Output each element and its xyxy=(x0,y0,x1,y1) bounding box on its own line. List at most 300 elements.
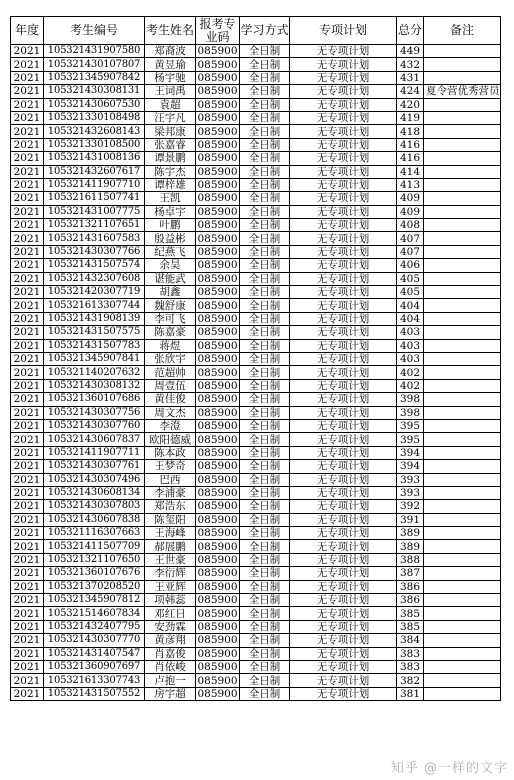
cell-major-code: 085900 xyxy=(197,272,238,285)
cell-year: 2021 xyxy=(11,527,44,540)
cell-name: 房宇超 xyxy=(145,687,196,700)
cell-study-mode: 全日制 xyxy=(240,446,290,459)
cell-candidate-id: 105321430307766 xyxy=(44,245,145,258)
cell-year: 2021 xyxy=(11,540,44,553)
cell-name: 胡鑫 xyxy=(145,286,196,299)
cell-special-plan: 无专项计划 xyxy=(290,352,397,365)
cell-major-code: 085900 xyxy=(197,460,238,473)
table-row xyxy=(11,339,501,352)
table-row xyxy=(11,553,501,566)
cell-candidate-id: 105321360107676 xyxy=(44,567,145,580)
cell-major-code: 085900 xyxy=(197,473,238,486)
cell-total-score: 405 xyxy=(397,286,424,299)
cell-year: 2021 xyxy=(11,366,44,379)
cell-year: 2021 xyxy=(11,232,44,245)
cell-year: 2021 xyxy=(11,192,44,205)
cell-name: 邓红日 xyxy=(145,607,196,620)
cell-total-score: 395 xyxy=(397,433,424,446)
table-row xyxy=(11,98,501,111)
cell-major-code: 085900 xyxy=(197,326,238,339)
table-row xyxy=(11,607,501,620)
cell-remarks xyxy=(424,567,501,580)
table-row xyxy=(11,687,501,700)
cell-study-mode: 全日制 xyxy=(240,580,290,593)
cell-name: 汪宇凡 xyxy=(145,111,196,124)
cell-special-plan: 无专项计划 xyxy=(290,393,397,406)
cell-remarks xyxy=(424,299,501,312)
cell-name: 郑浩东 xyxy=(145,500,196,513)
cell-study-mode: 全日制 xyxy=(240,594,290,607)
cell-study-mode: 全日制 xyxy=(240,352,290,365)
cell-special-plan: 无专项计划 xyxy=(290,232,397,245)
cell-name: 魏舒康 xyxy=(145,299,196,312)
cell-major-code: 085900 xyxy=(197,406,238,419)
cell-major-code: 085900 xyxy=(197,192,238,205)
cell-candidate-id: 105321360107686 xyxy=(44,393,145,406)
cell-year: 2021 xyxy=(11,406,44,419)
cell-study-mode: 全日制 xyxy=(240,647,290,660)
cell-candidate-id: 105321370208520 xyxy=(44,580,145,593)
cell-special-plan: 无专项计划 xyxy=(290,500,397,513)
cell-total-score: 383 xyxy=(397,647,424,660)
table-row xyxy=(11,594,501,607)
table-row xyxy=(11,58,501,71)
cell-candidate-id: 105321432407795 xyxy=(44,620,145,633)
table-row xyxy=(11,71,501,84)
cell-special-plan: 无专项计划 xyxy=(290,486,397,499)
cell-remarks xyxy=(424,232,501,245)
cell-candidate-id: 105321431907580 xyxy=(44,45,145,58)
cell-major-code: 085900 xyxy=(197,286,238,299)
cell-name: 肖嘉俊 xyxy=(145,647,196,660)
table-row xyxy=(11,299,501,312)
cell-candidate-id: 105321431008136 xyxy=(44,152,145,165)
cell-candidate-id: 105321330108500 xyxy=(44,138,145,151)
cell-candidate-id: 105321411507709 xyxy=(44,540,145,553)
cell-study-mode: 全日制 xyxy=(240,687,290,700)
cell-remarks xyxy=(424,165,501,178)
cell-name: 肖依峻 xyxy=(145,660,196,673)
table-row xyxy=(11,111,501,124)
table-row xyxy=(11,326,501,339)
cell-major-code: 085900 xyxy=(197,620,238,633)
cell-candidate-id: 105321345907842 xyxy=(44,71,145,84)
cell-total-score: 407 xyxy=(397,232,424,245)
cell-study-mode: 全日制 xyxy=(240,205,290,218)
cell-study-mode: 全日制 xyxy=(240,152,290,165)
cell-special-plan: 无专项计划 xyxy=(290,540,397,553)
table-row xyxy=(11,433,501,446)
cell-major-code: 085900 xyxy=(197,527,238,540)
table-row xyxy=(11,232,501,245)
table-row xyxy=(11,192,501,205)
cell-name: 余昊 xyxy=(145,259,196,272)
cell-remarks xyxy=(424,245,501,258)
cell-remarks xyxy=(424,111,501,124)
table-row xyxy=(11,660,501,673)
cell-major-code: 085900 xyxy=(197,634,238,647)
cell-special-plan: 无专项计划 xyxy=(290,205,397,218)
cell-name: 张欣宇 xyxy=(145,352,196,365)
cell-candidate-id: 105321140207632 xyxy=(44,366,145,379)
cell-remarks xyxy=(424,527,501,540)
cell-name: 安劲霖 xyxy=(145,620,196,633)
cell-special-plan: 无专项计划 xyxy=(290,513,397,526)
cell-major-code: 085900 xyxy=(197,112,238,125)
cell-year: 2021 xyxy=(11,58,44,71)
cell-remarks xyxy=(424,125,501,138)
cell-special-plan: 无专项计划 xyxy=(290,58,397,71)
cell-special-plan: 无专项计划 xyxy=(290,607,397,620)
cell-year: 2021 xyxy=(11,85,44,98)
cell-special-plan: 无专项计划 xyxy=(290,272,397,285)
cell-name: 王凯 xyxy=(145,192,196,205)
cell-name: 纪燕飞 xyxy=(145,245,196,258)
cell-study-mode: 全日制 xyxy=(240,219,290,232)
cell-total-score: 403 xyxy=(397,352,424,365)
cell-major-code: 085900 xyxy=(197,71,238,84)
cell-candidate-id: 105321430607837 xyxy=(44,433,145,446)
cell-total-score: 402 xyxy=(397,366,424,379)
cell-special-plan: 无专项计划 xyxy=(290,286,397,299)
cell-study-mode: 全日制 xyxy=(240,634,290,647)
cell-candidate-id: 105321432607617 xyxy=(44,165,145,178)
cell-remarks xyxy=(424,219,501,232)
cell-major-code: 085900 xyxy=(197,179,238,192)
cell-study-mode: 全日制 xyxy=(240,165,290,178)
cell-name: 郑裔波 xyxy=(145,45,196,58)
cell-remarks xyxy=(424,540,501,553)
cell-total-score: 393 xyxy=(397,473,424,486)
cell-major-code: 085900 xyxy=(197,366,238,379)
cell-major-code: 085900 xyxy=(197,246,238,259)
cell-total-score: 394 xyxy=(397,446,424,459)
table-row xyxy=(11,379,501,392)
table-row xyxy=(11,165,501,178)
cell-name: 袁超 xyxy=(145,98,196,111)
table-row xyxy=(11,634,501,647)
table-body xyxy=(11,45,501,701)
cell-name: 黄佳俊 xyxy=(145,393,196,406)
cell-candidate-id: 105321360907697 xyxy=(44,660,145,673)
cell-remarks xyxy=(424,634,501,647)
cell-name: 黄昱瑜 xyxy=(145,58,196,71)
cell-year: 2021 xyxy=(11,152,44,165)
table-row xyxy=(11,513,501,526)
cell-study-mode: 全日制 xyxy=(240,85,290,98)
cell-total-score: 404 xyxy=(397,299,424,312)
cell-study-mode: 全日制 xyxy=(240,71,290,84)
table-row xyxy=(11,178,501,191)
cell-total-score: 449 xyxy=(397,45,424,58)
cell-name: 谭景鹏 xyxy=(145,152,196,165)
cell-remarks xyxy=(424,259,501,272)
cell-special-plan: 无专项计划 xyxy=(290,379,397,392)
cell-study-mode: 全日制 xyxy=(240,660,290,673)
cell-name: 陈宇杰 xyxy=(145,165,196,178)
cell-major-code: 085900 xyxy=(197,487,238,500)
table-row xyxy=(11,647,501,660)
table-header xyxy=(11,17,501,45)
table-row xyxy=(11,486,501,499)
cell-remarks xyxy=(424,460,501,473)
cell-study-mode: 全日制 xyxy=(240,540,290,553)
cell-major-code: 085900 xyxy=(197,540,238,553)
cell-candidate-id: 105321430307761 xyxy=(44,460,145,473)
cell-remarks xyxy=(424,446,501,459)
cell-study-mode: 全日制 xyxy=(240,111,290,124)
cell-year: 2021 xyxy=(11,460,44,473)
cell-name: 陈嘉豪 xyxy=(145,326,196,339)
cell-major-code: 085900 xyxy=(197,687,238,700)
cell-candidate-id: 105321431507783 xyxy=(44,339,145,352)
cell-candidate-id: 105321430308131 xyxy=(44,85,145,98)
cell-study-mode: 全日制 xyxy=(240,125,290,138)
cell-remarks xyxy=(424,419,501,432)
cell-name: 郝展鹏 xyxy=(145,540,196,553)
table-row xyxy=(11,205,501,218)
cell-year: 2021 xyxy=(11,594,44,607)
cell-candidate-id: 105321430307496 xyxy=(44,473,145,486)
cell-year: 2021 xyxy=(11,513,44,526)
cell-year: 2021 xyxy=(11,259,44,272)
cell-study-mode: 全日制 xyxy=(240,259,290,272)
header-candidate-id: 考生编号 xyxy=(44,17,145,45)
cell-total-score: 382 xyxy=(397,674,424,687)
cell-candidate-id: 105321430307770 xyxy=(44,634,145,647)
cell-name: 梁邦康 xyxy=(145,125,196,138)
cell-special-plan: 无专项计划 xyxy=(290,406,397,419)
cell-total-score: 391 xyxy=(397,513,424,526)
cell-year: 2021 xyxy=(11,607,44,620)
cell-name: 殷益彬 xyxy=(145,232,196,245)
cell-year: 2021 xyxy=(11,299,44,312)
cell-study-mode: 全日制 xyxy=(240,393,290,406)
cell-total-score: 386 xyxy=(397,594,424,607)
cell-study-mode: 全日制 xyxy=(240,58,290,71)
cell-name: 黄彦翔 xyxy=(145,634,196,647)
cell-major-code: 085900 xyxy=(197,85,238,98)
table-row xyxy=(11,540,501,553)
cell-remarks xyxy=(424,58,501,71)
cell-special-plan: 无专项计划 xyxy=(290,473,397,486)
cell-candidate-id: 105321431908139 xyxy=(44,312,145,325)
cell-special-plan: 无专项计划 xyxy=(290,433,397,446)
table-row xyxy=(11,125,501,138)
cell-study-mode: 全日制 xyxy=(240,339,290,352)
cell-name: 周壹伍 xyxy=(145,379,196,392)
cell-total-score: 398 xyxy=(397,393,424,406)
cell-year: 2021 xyxy=(11,647,44,660)
cell-special-plan: 无专项计划 xyxy=(290,594,397,607)
cell-name: 陈本政 xyxy=(145,446,196,459)
cell-study-mode: 全日制 xyxy=(240,366,290,379)
cell-remarks xyxy=(424,553,501,566)
cell-remarks xyxy=(424,379,501,392)
cell-study-mode: 全日制 xyxy=(240,674,290,687)
cell-study-mode: 全日制 xyxy=(240,379,290,392)
table-row xyxy=(11,272,501,285)
cell-year: 2021 xyxy=(11,393,44,406)
header-name: 考生姓名 xyxy=(145,17,196,45)
cell-name: 范超帅 xyxy=(145,366,196,379)
cell-remarks xyxy=(424,500,501,513)
cell-major-code: 085900 xyxy=(197,353,238,366)
cell-major-code: 085900 xyxy=(197,205,238,218)
cell-special-plan: 无专项计划 xyxy=(290,125,397,138)
cell-major-code: 085900 xyxy=(197,567,238,580)
cell-special-plan: 无专项计划 xyxy=(290,647,397,660)
cell-remarks xyxy=(424,178,501,191)
cell-remarks xyxy=(424,647,501,660)
cell-special-plan: 无专项计划 xyxy=(290,446,397,459)
cell-major-code: 085900 xyxy=(197,500,238,513)
cell-year: 2021 xyxy=(11,71,44,84)
cell-total-score: 414 xyxy=(397,165,424,178)
cell-remarks xyxy=(424,205,501,218)
cell-special-plan: 无专项计划 xyxy=(290,259,397,272)
cell-special-plan: 无专项计划 xyxy=(290,527,397,540)
cell-total-score: 424 xyxy=(397,85,424,98)
cell-special-plan: 无专项计划 xyxy=(290,634,397,647)
table-row xyxy=(11,366,501,379)
cell-special-plan: 无专项计划 xyxy=(290,326,397,339)
cell-total-score: 413 xyxy=(397,178,424,191)
cell-total-score: 394 xyxy=(397,460,424,473)
cell-study-mode: 全日制 xyxy=(240,286,290,299)
cell-total-score: 409 xyxy=(397,192,424,205)
cell-candidate-id: 105321430608134 xyxy=(44,486,145,499)
cell-candidate-id: 105321432608143 xyxy=(44,125,145,138)
cell-year: 2021 xyxy=(11,178,44,191)
cell-candidate-id: 105321430307760 xyxy=(44,419,145,432)
cell-remarks xyxy=(424,594,501,607)
cell-candidate-id: 105321430307756 xyxy=(44,406,145,419)
cell-study-mode: 全日制 xyxy=(240,486,290,499)
cell-major-code: 085900 xyxy=(197,661,238,674)
cell-remarks xyxy=(424,339,501,352)
cell-total-score: 398 xyxy=(397,406,424,419)
cell-candidate-id: 105321613307743 xyxy=(44,674,145,687)
cell-total-score: 408 xyxy=(397,219,424,232)
cell-major-code: 085900 xyxy=(197,647,238,660)
header-major-code: 报考专业码 xyxy=(196,17,240,45)
cell-total-score: 407 xyxy=(397,245,424,258)
cell-special-plan: 无专项计划 xyxy=(290,111,397,124)
cell-major-code: 085900 xyxy=(197,138,238,151)
cell-candidate-id: 105321431507552 xyxy=(44,687,145,700)
cell-name: 叶鹏 xyxy=(145,219,196,232)
cell-year: 2021 xyxy=(11,379,44,392)
cell-major-code: 085900 xyxy=(197,125,238,138)
cell-major-code: 085900 xyxy=(197,152,238,165)
cell-year: 2021 xyxy=(11,553,44,566)
cell-name: 李浦豪 xyxy=(145,486,196,499)
table-row xyxy=(11,352,501,365)
cell-total-score: 393 xyxy=(397,486,424,499)
cell-major-code: 085900 xyxy=(197,45,238,58)
cell-candidate-id: 105321611507741 xyxy=(44,192,145,205)
header-row xyxy=(11,17,501,45)
cell-total-score: 385 xyxy=(397,620,424,633)
cell-special-plan: 无专项计划 xyxy=(290,245,397,258)
cell-name: 张嘉睿 xyxy=(145,138,196,151)
table-row xyxy=(11,152,501,165)
cell-remarks xyxy=(424,393,501,406)
cell-study-mode: 全日制 xyxy=(240,245,290,258)
cell-special-plan: 无专项计划 xyxy=(290,165,397,178)
table-row xyxy=(11,473,501,486)
cell-year: 2021 xyxy=(11,125,44,138)
cell-total-score: 389 xyxy=(397,540,424,553)
cell-special-plan: 无专项计划 xyxy=(290,192,397,205)
cell-total-score: 416 xyxy=(397,138,424,151)
cell-remarks xyxy=(424,660,501,673)
cell-year: 2021 xyxy=(11,111,44,124)
cell-candidate-id: 105321411907711 xyxy=(44,446,145,459)
admission-table xyxy=(10,16,501,701)
cell-major-code: 085900 xyxy=(197,232,238,245)
header-study-mode: 学习方式 xyxy=(240,17,290,45)
cell-year: 2021 xyxy=(11,286,44,299)
cell-special-plan: 无专项计划 xyxy=(290,580,397,593)
cell-remarks xyxy=(424,286,501,299)
cell-remarks xyxy=(424,513,501,526)
cell-year: 2021 xyxy=(11,433,44,446)
cell-year: 2021 xyxy=(11,473,44,486)
cell-remarks xyxy=(424,486,501,499)
cell-special-plan: 无专项计划 xyxy=(290,339,397,352)
cell-study-mode: 全日制 xyxy=(240,326,290,339)
cell-year: 2021 xyxy=(11,219,44,232)
cell-year: 2021 xyxy=(11,567,44,580)
cell-study-mode: 全日制 xyxy=(240,312,290,325)
cell-study-mode: 全日制 xyxy=(240,553,290,566)
cell-year: 2021 xyxy=(11,580,44,593)
cell-major-code: 085900 xyxy=(197,446,238,459)
cell-remarks xyxy=(424,687,501,700)
cell-candidate-id: 105321514607834 xyxy=(44,607,145,620)
cell-major-code: 085900 xyxy=(197,580,238,593)
header-special-plan: 专项计划 xyxy=(290,17,397,45)
cell-name: 王词禹 xyxy=(145,85,196,98)
table-row xyxy=(11,406,501,419)
cell-major-code: 085900 xyxy=(197,379,238,392)
cell-year: 2021 xyxy=(11,326,44,339)
cell-candidate-id: 105321431407547 xyxy=(44,647,145,660)
cell-total-score: 389 xyxy=(397,527,424,540)
cell-major-code: 085900 xyxy=(197,299,238,312)
cell-special-plan: 无专项计划 xyxy=(290,553,397,566)
cell-major-code: 085900 xyxy=(197,554,238,567)
cell-study-mode: 全日制 xyxy=(240,460,290,473)
cell-total-score: 402 xyxy=(397,379,424,392)
cell-major-code: 085900 xyxy=(197,674,238,687)
cell-name: 杨宇驰 xyxy=(145,71,196,84)
table-row xyxy=(11,245,501,258)
cell-major-code: 085900 xyxy=(197,165,238,178)
cell-special-plan: 无专项计划 xyxy=(290,366,397,379)
cell-total-score: 404 xyxy=(397,312,424,325)
cell-year: 2021 xyxy=(11,205,44,218)
cell-total-score: 403 xyxy=(397,326,424,339)
cell-study-mode: 全日制 xyxy=(240,473,290,486)
cell-study-mode: 全日制 xyxy=(240,178,290,191)
table-row xyxy=(11,259,501,272)
cell-year: 2021 xyxy=(11,339,44,352)
cell-total-score: 405 xyxy=(397,272,424,285)
cell-name: 项韩蕊 xyxy=(145,594,196,607)
